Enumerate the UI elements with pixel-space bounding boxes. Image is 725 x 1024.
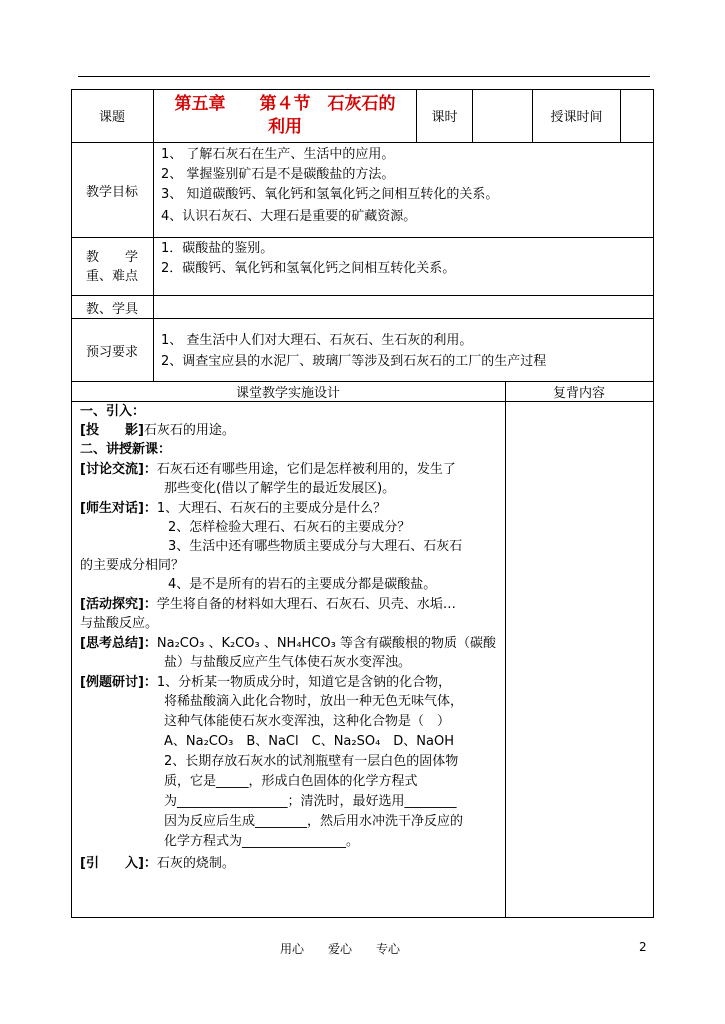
objective-item: 4、认识石灰石、大理石是重要的矿藏资源。 xyxy=(161,209,417,224)
lesson-title-line1: 第五章 第４节 石灰石的 xyxy=(174,93,396,114)
review-header: 复背内容 xyxy=(552,386,605,401)
preview-item: 2、调查宝应县的水泥厂、玻璃厂等涉及到石灰石的工厂的生产过程 xyxy=(161,354,547,369)
design-line: 一、引入： xyxy=(80,404,146,419)
design-line: [思考总结]：Na₂CO₃ 、K₂CO₃ 、NH₄HCO₃ 等含有碳酸根的物质（碳酸 xyxy=(80,636,496,651)
label-preview: 预习要求 xyxy=(85,344,138,360)
preview-item: 1、 查生活中人们对大理石、石灰石、生石灰的利用。 xyxy=(161,333,473,348)
row-divider xyxy=(71,237,654,238)
design-line: A、Na₂CO₃ B、NaCl C、Na₂SO₄ D、NaOH xyxy=(164,734,454,749)
design-line: 2、长期存放石灰水的试剂瓶壁有一层白色的固体物 xyxy=(164,754,459,769)
design-line: 与盐酸反应。 xyxy=(80,616,159,631)
lesson-title xyxy=(154,89,416,142)
objective-item: 3、 知道碳酸钙、氧化钙和氢氧化钙之间相互转化的关系。 xyxy=(161,187,499,202)
design-line: 2、怎样检验大理石、石灰石的主要成分？ xyxy=(168,520,411,535)
label-keypoints-line2: 重、难点 xyxy=(85,268,138,284)
design-line: [例题研讨]：1、分析某一物质成分时，知道它是含钠的化合物， xyxy=(80,675,452,690)
design-line: 二、讲授新课： xyxy=(80,442,172,457)
lesson-title-line2: 利用 xyxy=(268,116,302,137)
label-keypoints xyxy=(71,238,153,295)
design-line: [师生对话]：1、大理石、石灰石的主要成分是什么？ xyxy=(80,501,387,516)
label-objectives: 教学目标 xyxy=(85,184,138,200)
keypoint-item: 2．碳酸钙、氧化钙和氢氧化钙之间相互转化关系。 xyxy=(161,261,456,276)
design-line: 3、生活中还有哪些物质主要成分与大理石、石灰石 xyxy=(168,539,463,554)
label-topic: 课题 xyxy=(98,110,125,125)
objectives-list xyxy=(161,145,498,227)
row-divider xyxy=(71,295,654,296)
design-line: 盐）与盐酸反应产生气体使石灰水变浑浊。 xyxy=(164,655,412,670)
design-line: 为_________________；清洗时，最好选用________ xyxy=(164,794,457,809)
design-line: 化学方程式为________________。 xyxy=(164,834,360,849)
lesson-plan-table xyxy=(71,89,654,918)
row-divider xyxy=(71,142,654,143)
header-rule xyxy=(78,76,650,77)
design-line: 的主要成分相同？ xyxy=(80,558,185,573)
design-header: 课堂教学实施设计 xyxy=(235,386,340,401)
row-divider xyxy=(71,318,654,319)
design-line: [活动探究]：学生将自备的材料如大理石、石灰石、贝壳、水垢… xyxy=(80,597,456,612)
design-line: 这种气体能使石灰水变浑浊，这种化合物是（ ） xyxy=(164,714,451,729)
design-line: 因为反应后生成________，然后用水冲洗干净反应的 xyxy=(164,814,464,829)
label-keypoints-line1: 教 学 xyxy=(85,249,138,265)
keypoint-item: 1．碳酸盐的鉴别。 xyxy=(161,241,274,256)
design-line: 那些变化(借以了解学生的最近发展区)。 xyxy=(164,481,396,496)
label-hours: 课时 xyxy=(431,110,458,125)
page-number: 2 xyxy=(639,940,647,954)
keypoints-list xyxy=(161,239,455,279)
col-divider xyxy=(472,89,473,142)
preview-list xyxy=(161,330,546,372)
design-line: 4、是不是所有的岩石的主要成分都是碳酸盐。 xyxy=(168,577,437,592)
row-divider xyxy=(71,401,654,402)
objective-item: 1、 了解石灰石在生产、生活中的应用。 xyxy=(161,147,395,162)
col-divider xyxy=(505,381,506,917)
design-line: [讨论交流]：石灰石还有哪些用途，它们是怎样被利用的，发生了 xyxy=(80,462,456,477)
label-time: 授课时间 xyxy=(550,110,603,125)
objective-item: 2、 掌握鉴别矿石是不是碳酸盐的方法。 xyxy=(161,167,395,182)
footer-motto: 用心 爱心 专心 xyxy=(280,942,401,956)
design-line: 将稀盐酸滴入此化合物时，放出一种无色无味气体， xyxy=(164,694,464,709)
design-line: [引 入]：石灰的烧制。 xyxy=(80,856,235,871)
design-line: [投 影]石灰石的用途。 xyxy=(80,423,235,438)
design-line: 质，它是_____，形成白色固体的化学方程式 xyxy=(164,774,418,789)
label-tools: 教、学具 xyxy=(85,301,138,317)
col-divider xyxy=(620,89,621,142)
